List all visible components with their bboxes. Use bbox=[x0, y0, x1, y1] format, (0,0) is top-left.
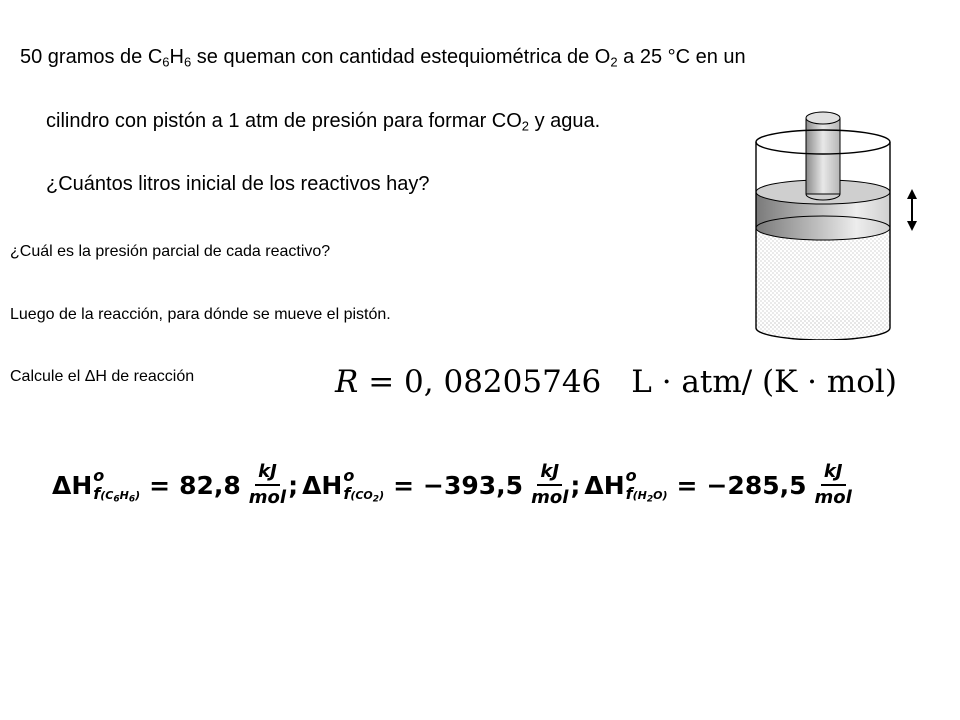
term-separator: ; bbox=[570, 470, 581, 500]
piston-cylinder-diagram bbox=[740, 100, 930, 340]
enthalpy-value: 82,8 bbox=[179, 470, 241, 500]
standard-state-superscript: o bbox=[625, 466, 637, 485]
enthalpy-script bbox=[343, 466, 385, 505]
delta-h-symbol: ΔH bbox=[302, 470, 343, 500]
question-piston-direction: Luego de la reacción, para dónde se mueve el pistón. bbox=[10, 306, 391, 323]
enthalpy-term: ΔH o $f(C_6H_6)$ = 82,8 $\frac{kJ}{\text{mol}}$ ; bbox=[52, 461, 299, 508]
question-enthalpy: Calcule el ΔH de reacción bbox=[10, 368, 195, 385]
standard-state-superscript: o bbox=[93, 466, 105, 485]
gas-constant-equals: = bbox=[368, 364, 395, 400]
delta-h-symbol: ΔH bbox=[584, 470, 625, 500]
gas-region bbox=[756, 228, 890, 328]
enthalpy-value: −285,5 bbox=[706, 470, 807, 500]
unit-fraction: $\frac{kJ}{\text{mol}}$ bbox=[248, 461, 287, 508]
formation-subscript bbox=[343, 484, 385, 505]
gas-constant-units: L · atm/ (K · mol) bbox=[631, 364, 897, 400]
gas-constant-equation bbox=[335, 364, 897, 400]
enthalpy-script bbox=[93, 466, 141, 505]
problem-line-1: 50 gramos de $C_6H_6$ se queman con cantidad estequiométrica de $O_2$ a 25 °C en un bbox=[20, 46, 746, 70]
unit-fraction: $\frac{kJ}{\text{mol}}$ bbox=[531, 461, 569, 508]
unit-fraction: $\frac{kJ}{\text{mol}}$ bbox=[814, 461, 852, 508]
formation-f: f bbox=[625, 484, 633, 503]
double-vertical-arrow-icon bbox=[907, 189, 917, 231]
enthalpy-term: ΔH o $f(CO_2)$ = −393,5 $\frac{kJ}{\text{mol}}$ ; bbox=[302, 461, 581, 508]
formation-f: f bbox=[93, 484, 101, 503]
enthalpy-script bbox=[625, 466, 668, 505]
formation-subscript bbox=[625, 484, 668, 505]
term-separator: ; bbox=[288, 470, 299, 500]
species-formula: $(C_6H_6)$ bbox=[100, 489, 141, 505]
enthalpy-term: ΔH o $f(H_2O)$ = −285,5 $\frac{kJ}{\text{mol}}$ bbox=[584, 461, 852, 508]
formation-f: f bbox=[343, 484, 351, 503]
delta-h-symbol: ΔH bbox=[52, 470, 93, 500]
species-formula: $(H_2O)$ bbox=[632, 489, 668, 505]
species-formula: $(CO_2)$ bbox=[350, 489, 385, 505]
gas-constant-value: 0, 08205746 bbox=[404, 364, 602, 400]
question-partial-pressure: ¿Cuál es la presión parcial de cada reactivo? bbox=[10, 243, 331, 260]
problem-line-2: cilindro con pistón a 1 atm de presión para formar $CO_2$ y agua. bbox=[46, 110, 601, 134]
gas-constant-symbol: R bbox=[335, 364, 359, 400]
formation-enthalpies bbox=[52, 463, 852, 507]
standard-state-superscript: o bbox=[343, 466, 355, 485]
enthalpy-value: −393,5 bbox=[423, 470, 524, 500]
question-volume: ¿Cuántos litros inicial de los reactivos hay? bbox=[46, 173, 430, 195]
formation-subscript bbox=[93, 484, 141, 505]
